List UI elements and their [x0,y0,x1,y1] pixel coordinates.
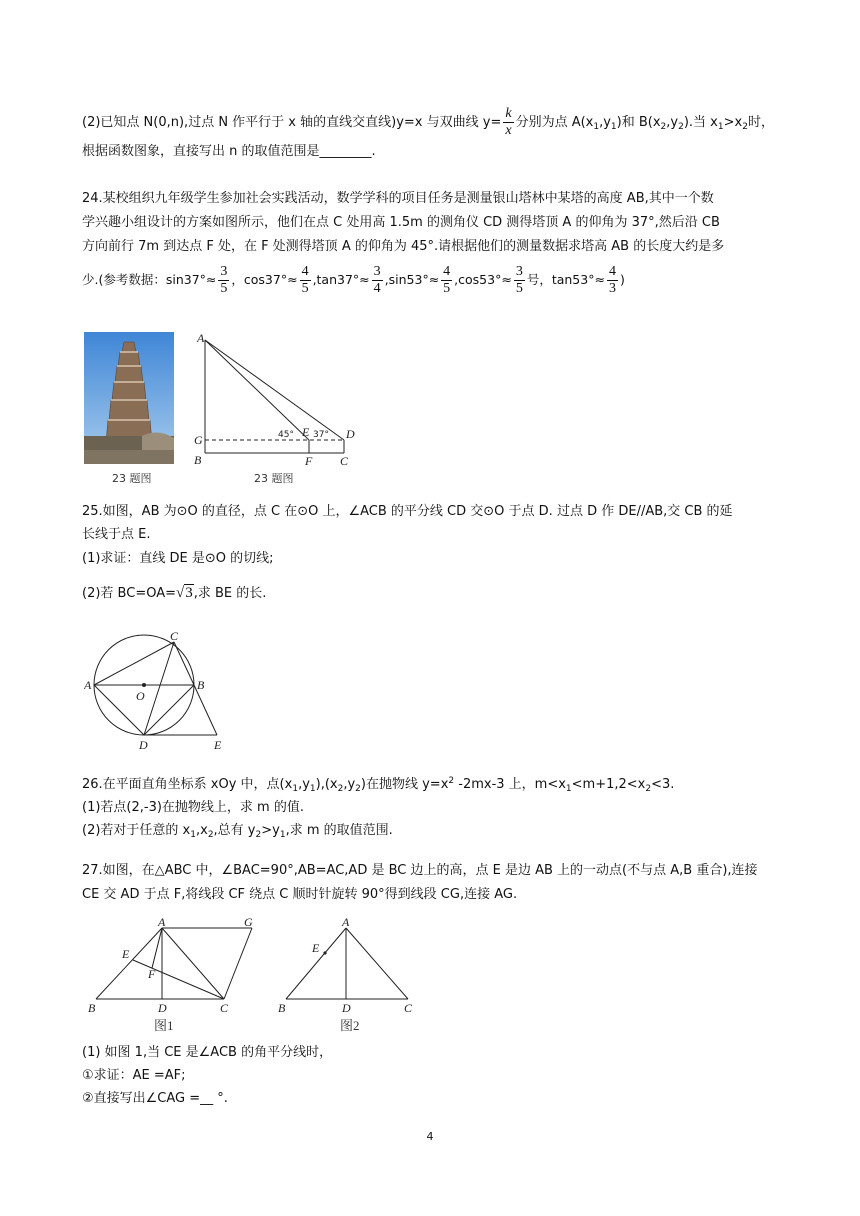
q26-line2: (1)若点(2,-3)在抛物线上，求 m 的值. [82,800,304,815]
q27-line1: 27.如图，在△ABC 中，∠BAC=90°,AB=AC,AD 是 BC 边上的高，点 E 是边 AB 上的一动点(不与点 A,B 重合),连接 [82,863,758,878]
svg-text:C: C [170,629,179,643]
q25-line1: 25.如图，AB 为⊙O 的直径，点 C 在⊙O 上，∠ACB 的平分线 CD 交⊙O 于点 D. 过点 D 作 DE//AB,交 CB 的延 [82,504,733,519]
side-BA [286,928,346,999]
svg-text:D: D [346,427,355,441]
svg-text:B: B [197,678,205,692]
segment-EC [133,960,224,999]
sight-line-AD [205,340,344,440]
chord-DB [144,685,194,735]
svg-text:G: G [244,915,253,929]
q24-line2: 学兴趣小组设计的方案如图所示，他们在点 C 处用高 1.5m 的测角仪 CD 测得塔顶 A 的仰角为 37°,然后沿 CB [82,215,720,230]
svg-text:D: D [139,738,148,750]
q25-line3: (1)求证：直线 DE 是⊙O 的切线; [82,551,274,566]
fraction-k-over-x: $\frac{k}{x}$ [505,106,512,138]
svg-text:B: B [278,1001,286,1015]
svg-text:A: A [84,678,92,692]
segment-GC [224,928,252,999]
q23-part2-line2: 根据函数图象，直接写出 n 的取值范围是________. [82,144,376,159]
q25-line4: (2)若 BC=OA=√3,求 BE 的长. [82,585,267,601]
center-point-O [142,683,146,687]
tower-elevation-diagram [192,332,362,488]
side-AC [162,928,224,999]
q25-line2: 长线于点 E. [82,527,151,542]
svg-text:D: D [158,1001,167,1015]
svg-text:E: E [312,941,320,955]
pagoda-photo [84,332,176,488]
q24-line1: 24.某校组织九年级学生参加社会实践活动，数学学科的项目任务是测量银山塔林中某塔的高度 AB,其中一个数 [82,191,714,206]
svg-text:B: B [88,1001,96,1015]
extension-BE [194,685,217,735]
svg-text:C: C [404,1001,413,1015]
side-AC [346,928,408,999]
figure-2-caption: 图2 [340,1018,360,1033]
q27-line4: ①求证：AE =AF; [82,1068,186,1083]
svg-text:45°: 45° [278,430,294,440]
page-number: 4 [426,1130,434,1143]
q24-line4-reference-data: 少.(参考数据：sin37°≈ $\frac{3}{5}$ ，cos37°≈ $\frac{4}{5}$ ,tan37°≈ $\frac{3}{4}$ ,sin53°≈ $\frac{4}{5}$ ,cos53°≈ $\frac{3}{5}$ 号，tan53°≈ $\frac{4}{3}$ ) [82,264,625,296]
svg-text:E: E [214,738,222,750]
svg-text:C: C [220,1001,229,1015]
side-BA [96,928,162,999]
photo-caption: 23 题图 [112,472,152,485]
q27-line3: (1) 如图 1,当 CE 是∠ACB 的角平分线时， [82,1045,333,1060]
circle-diagram [84,628,234,750]
svg-text:C: C [340,454,349,468]
svg-text:D: D [342,1001,351,1015]
svg-text:O: O [136,689,145,703]
svg-text:A: A [197,332,205,345]
svg-text:A: A [158,915,166,929]
sight-line-AE [205,340,309,440]
svg-text:37°: 37° [313,430,329,440]
svg-text:G: G [194,433,203,447]
q27-line5: ②直接写出∠CAG =__ °. [82,1091,228,1106]
q27-line2: CE 交 AD 于点 F,将线段 CF 绕点 C 顺时针旋转 90°得到线段 CG,连接 AG. [82,887,518,902]
svg-text:A: A [342,915,350,929]
point-E [323,951,326,954]
svg-text:E: E [302,425,310,439]
q24-line3: 方向前行 7m 到达点 F 处，在 F 处测得塔顶 A 的仰角为 45°.请根据他们的测量数据求塔高 AB 的长度大约是多 [82,239,725,254]
q26-line3: (2)若对于任意的 $x_1,x_2$,总有 $y_2>y_1$,求 m 的取值范围. [82,823,393,840]
svg-text:E: E [122,947,130,961]
svg-text:F: F [305,454,313,468]
figure-1-caption: 图1 [154,1018,174,1033]
chord-CB [174,642,194,685]
diagram-caption: 23 题图 [254,472,294,485]
q26-line1: 26.在平面直角坐标系 xOy 中，点$(x_1,y_1),(x_2,y_2)$在抛物线 $y=x^2$ -2mx-3 上，$m<x_1<m+1,2<x_2<3$. [82,776,675,794]
triangle-figure-2 [276,914,426,1034]
svg-text:F: F [148,967,156,981]
triangle-figure-1 [86,914,266,1034]
q23-part2-line1: (2)已知点 N(0,n),过点 N 作平行于 x 轴的直线交直线)y=x 与双曲线 y= $\frac{k}{x}$ 分别为点 $A(x_1,y_1)$和 $B(x_2,y_2)$.当 $x_1>x_2$时， [82,106,774,138]
svg-text:B: B [194,453,202,467]
